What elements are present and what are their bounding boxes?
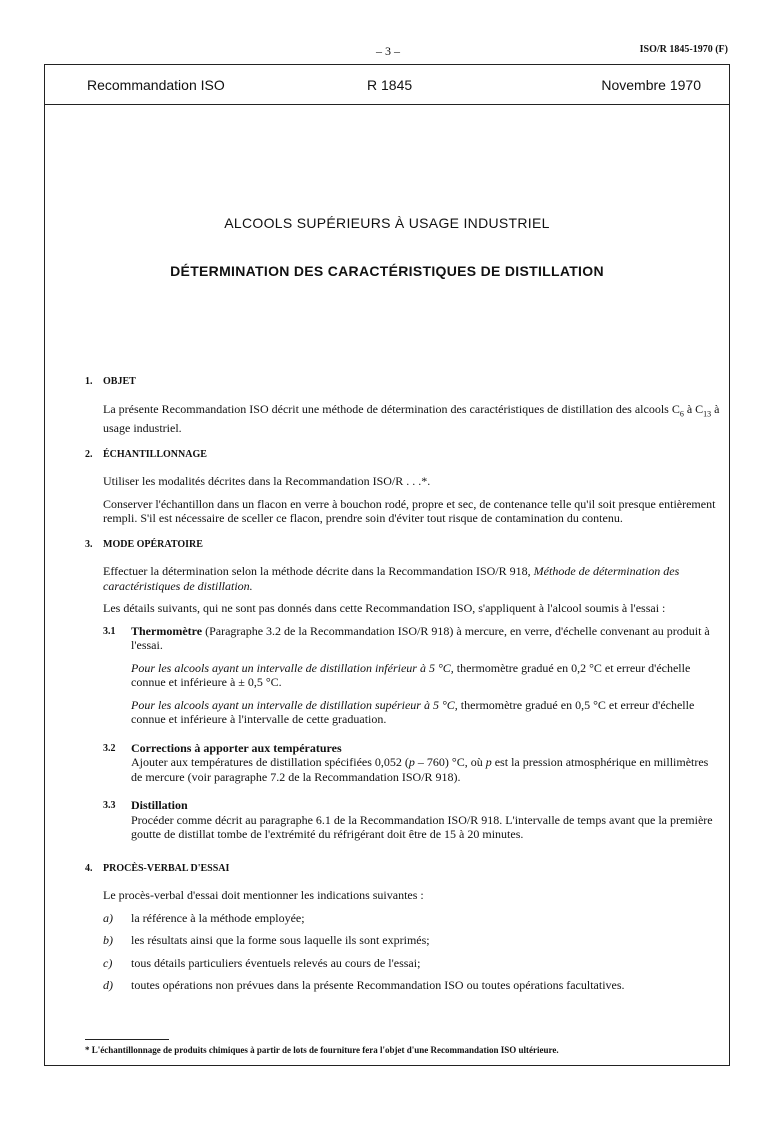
header-recommendation: Recommandation ISO — [87, 77, 225, 93]
paragraph: Utiliser les modalités décrites dans la Recommandation ISO/R . . .*. — [103, 474, 431, 489]
subsection-thermometre — [103, 624, 721, 735]
list-text: tous détails particuliers éventuels relevés au cours de l'essai; — [131, 955, 421, 970]
paragraph: Les détails suivants, qui ne sont pas donnés dans cette Recommandation ISO, s'appliquent à l'alcool soumis à l'essai : — [103, 601, 666, 616]
italic-text: Pour les alcools ayant un intervalle de distillation supérieur à 5 °C, — [131, 697, 458, 712]
section-title: PROCÈS-VERBAL D'ESSAI — [103, 862, 230, 874]
section-title: ÉCHANTILLONNAGE — [103, 448, 207, 460]
subsection-content — [131, 798, 721, 850]
section-heading — [85, 375, 721, 390]
page-number: – 3 – — [376, 44, 400, 58]
section-objet — [85, 375, 721, 436]
header-row — [45, 65, 729, 105]
subsection-corrections — [103, 741, 721, 793]
list-text: toutes opérations non prévues dans la présente Recommandation ISO ou toutes opérations facultatives. — [131, 978, 625, 993]
footnote: * L'échantillonnage de produits chimiques à partir de lots de fourniture fera l'objet d'une Recommandation ISO ultérieure. — [85, 1045, 559, 1055]
variable: p — [408, 755, 415, 770]
section-heading — [85, 538, 721, 553]
text: thermomètre gradué en 0,2 °C et erreur d'échelle connue et inférieure à ± 0,5 °C. — [131, 660, 691, 690]
section-echantillonnage — [85, 448, 721, 526]
list-label: d) — [103, 978, 113, 993]
variable: p — [485, 755, 492, 770]
text: La présente Recommandation ISO décrit une méthode de détermination des caractéristiques de distillation des alcools C — [103, 401, 680, 416]
paragraph: Procéder comme décrit au paragraphe 6.1 de la Recommandation ISO/R 918. L'intervalle de temps avant que la première goutte de distillat tombe de l'extrémité du réfrigérant doit être de 15 à 20 minutes. — [131, 812, 713, 842]
section-heading — [85, 448, 721, 463]
subsection-distillation — [103, 798, 721, 850]
paragraph — [103, 564, 721, 593]
subsection-content — [131, 741, 721, 793]
list-item — [103, 956, 721, 971]
list-text: les résultats ainsi que la forme sous laquelle ils sont exprimés; — [131, 933, 430, 948]
subsection-number: 3.1 — [103, 625, 116, 637]
text: à C — [683, 401, 704, 416]
list-text: la référence à la méthode employée; — [131, 910, 305, 925]
section-number: 4. — [85, 862, 93, 874]
section-number: 3. — [85, 538, 93, 550]
subscript: 13 — [703, 408, 712, 418]
subscript: 6 — [679, 408, 684, 418]
document-reference: ISO/R 1845-1970 (F) — [639, 44, 728, 55]
section-number: 2. — [85, 448, 93, 460]
list-item — [103, 911, 721, 926]
section-title: MODE OPÉRATOIRE — [103, 538, 203, 550]
subsection-title: Distillation — [131, 798, 188, 813]
header-number: R 1845 — [367, 77, 413, 93]
section-heading — [85, 862, 721, 877]
text: Ajouter aux températures de distillation spécifiées 0,052 ( — [131, 755, 409, 770]
text: thermomètre gradué en 0,5 °C et erreur d'échelle connue et inférieure à l'intervalle de cette graduation. — [131, 697, 695, 727]
subsection-content — [131, 624, 721, 735]
list-item — [103, 933, 721, 948]
list-label: c) — [103, 955, 113, 970]
paragraph — [131, 624, 721, 653]
document-body — [85, 375, 721, 1005]
italic-text: Pour les alcools ayant un intervalle de distillation inférieur à 5 °C, — [131, 660, 454, 675]
section-title: OBJET — [103, 376, 136, 387]
paragraph — [131, 755, 721, 784]
paragraph: Conserver l'échantillon dans un flacon en verre à bouchon rodé, propre et sec, de contenance telle qu'il soit presque entièrement rempli. S'il est nécessaire de sceller ce flacon, prendre soin d'éviter tout risque de contamination du contenu. — [103, 496, 716, 526]
list-label: a) — [103, 910, 113, 925]
subsection-number: 3.3 — [103, 800, 116, 812]
paragraph: Le procès-verbal d'essai doit mentionner les indications suivantes : — [103, 888, 424, 903]
text: Effectuer la détermination selon la méthode décrite dans la Recommandation ISO/R 918, — [103, 564, 534, 579]
text: est la pression atmosphérique en millimètres de mercure (voir paragraphe 7.2 de la Recommandation ISO/R 918). — [131, 755, 709, 784]
page-frame — [44, 64, 730, 1066]
header-date: Novembre 1970 — [601, 77, 701, 93]
list-label: b) — [103, 933, 113, 948]
document-subtitle: DÉTERMINATION DES CARACTÉRISTIQUES DE DISTILLATION — [170, 263, 604, 279]
section-number: 1. — [85, 376, 93, 387]
subsection-title: Thermomètre — [131, 623, 203, 638]
text: (Paragraphe 3.2 de la Recommandation ISO/R 918) à mercure, en verre, d'échelle convenant au produit à l'essai. — [131, 623, 710, 653]
paragraph — [103, 402, 721, 436]
list-item — [103, 978, 721, 993]
paragraph — [131, 698, 721, 727]
text: à usage industriel. — [103, 401, 720, 436]
section-proces-verbal — [85, 862, 721, 993]
subsection-title: Corrections à apporter aux températures — [131, 740, 342, 755]
subsection-number: 3.2 — [103, 742, 116, 754]
italic-text: Méthode de détermination des caractéristiques de distillation. — [103, 564, 680, 593]
document-title: ALCOOLS SUPÉRIEURS À USAGE INDUSTRIEL — [224, 215, 550, 231]
footnote-separator — [85, 1039, 169, 1040]
paragraph — [131, 661, 721, 690]
section-mode-operatoire — [85, 538, 721, 850]
text: – 760) °C, où — [414, 755, 486, 770]
